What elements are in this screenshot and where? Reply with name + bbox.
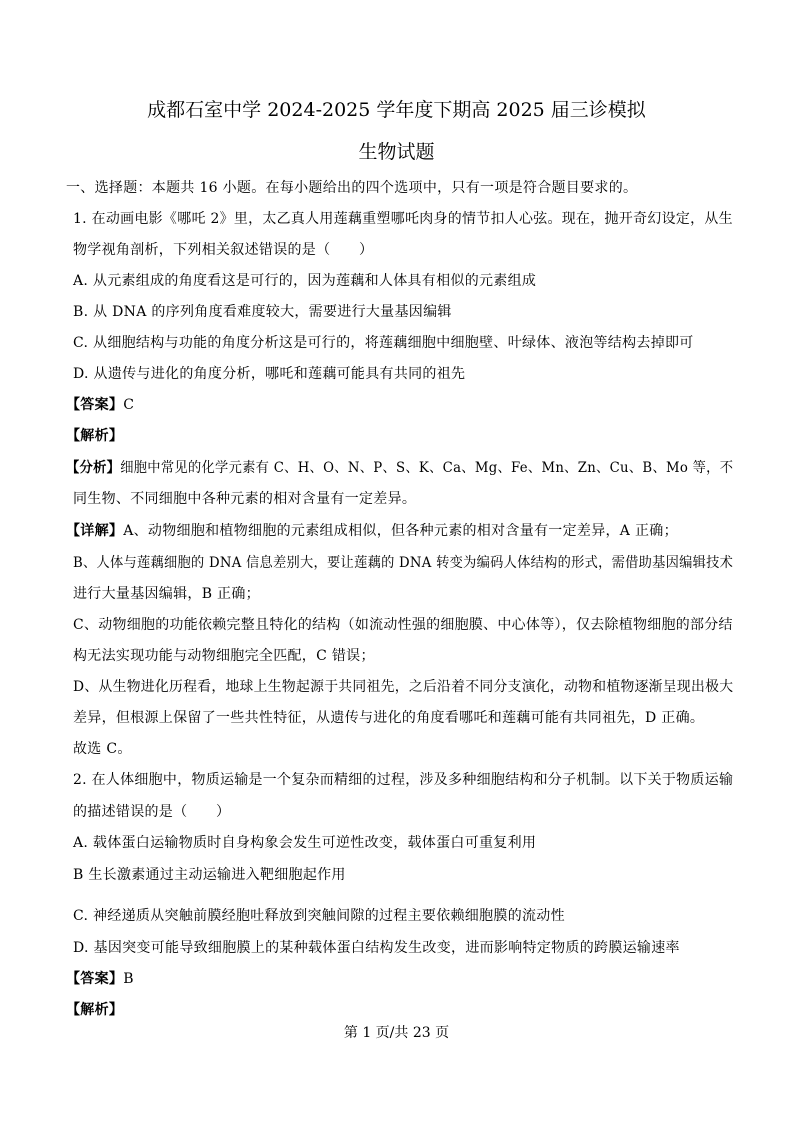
answer-value: B [123,971,134,987]
question-2-option-c: C. 神经递质从突触前膜经胞吐释放到突触间隙的过程主要依赖细胞膜的流动性 [73,908,565,924]
document-title: 成都石室中学 2024-2025 学年度下期高 2025 届三诊模拟 [147,99,646,121]
question-1-option-b: B. 从 DNA 的序列角度看难度较大，需要进行大量基因编辑 [73,304,452,320]
analysis-label: 【解析】 [66,1002,124,1018]
question-1-analysis-line-1 [66,458,733,478]
question-1-answer [66,395,134,415]
question-1-detail-c-line-2: 构无法实现功能与动物细胞完全匹配，C 错误； [73,648,375,664]
question-2-option-b: B 生长激素通过主动运输进入靶细胞起作用 [73,867,346,883]
section-heading: 一、选择题：本题共 16 小题。在每小题给出的四个选项中，只有一项是符合题目要求的。 [66,180,638,196]
question-1-detail-b-line-2: 进行大量基因编辑，B 正确； [73,586,260,602]
question-2-analysis-label [66,1000,123,1020]
question-1-option-c: C. 从细胞结构与功能的角度分析这是可行的，将莲藕细胞中细胞壁、叶绿体、液泡等结构去掉即可 [73,335,694,351]
analysis-label: 【解析】 [66,428,124,444]
question-1-stem-line-2: 物学视角剖析，下列相关叙述错误的是（ ） [73,242,374,258]
page-footer: 第 1 页/共 23 页 [343,1025,450,1041]
question-1-analysis-line-2: 同生物、不同细胞中各种元素的相对含量有一定差异。 [73,491,417,507]
question-2-option-d: D. 基因突变可能导致细胞膜上的某种载体蛋白结构发生改变，进而影响特定物质的跨膜运输速率 [73,940,680,956]
answer-value: C [123,397,135,413]
question-1-detail-d-line-2: 差异，但根源上保留了一些共性特征，从遗传与进化的角度看哪吒和莲藕可能有共同祖先，D 正确。 [73,710,705,726]
question-2-answer [66,969,134,989]
question-1-analysis-label [66,426,123,446]
question-1-detail-b-line-1: B、人体与莲藕细胞的 DNA 信息差别大，要让莲藕的 DNA 转变为编码人体结构的形式，需借助基因编辑技术 [73,555,734,571]
question-1-option-a: A. 从元素组成的角度看这是可行的，因为莲藕和人体具有相似的元素组成 [73,273,537,289]
answer-label: 【答案】 [66,397,124,413]
question-1-detail-a [66,521,678,541]
question-1-stem-line-1: 1. 在动画电影《哪吒 2》里，太乙真人用莲藕重塑哪吒肉身的情节扣人心弦。现在，抛开奇幻设定，从生 [73,211,733,227]
answer-label: 【答案】 [66,971,124,987]
fenxi-label: 【分析】 [66,460,121,476]
fenxi-text: 细胞中常见的化学元素有 C、H、O、N、P、S、K、Ca、Mg、Fe、Mn、Zn、Cu、B、Mo 等，不 [120,460,734,476]
question-1-option-d: D. 从遗传与进化的角度分析，哪吒和莲藕可能具有共同的祖先 [73,366,466,382]
document-subtitle: 生物试题 [358,141,435,163]
detail-label: 【详解】 [66,523,124,539]
question-1-detail-d-line-1: D、从生物进化历程看，地球上生物起源于共同祖先，之后沿着不同分支演化，动物和植物逐渐呈现出极大 [73,679,734,695]
question-2-stem-line-1: 2. 在人体细胞中，物质运输是一个复杂而精细的过程，涉及多种细胞结构和分子机制。以下关于物质运输 [73,772,734,788]
detail-a-text: A、动物细胞和植物细胞的元素组成相似，但各种元素的相对含量有一定差异，A 正确； [123,523,678,539]
question-2-stem-line-2: 的描述错误的是（ ） [73,804,231,820]
question-2-option-a: A. 载体蛋白运输物质时自身构象会发生可逆性改变，载体蛋白可重复利用 [73,835,537,851]
question-1-conclusion: 故选 C。 [73,741,132,757]
question-1-detail-c-line-1: C、动物细胞的功能依赖完整且特化的结构（如流动性强的细胞膜、中心体等），仅去除植物细胞的部分结 [73,617,733,633]
